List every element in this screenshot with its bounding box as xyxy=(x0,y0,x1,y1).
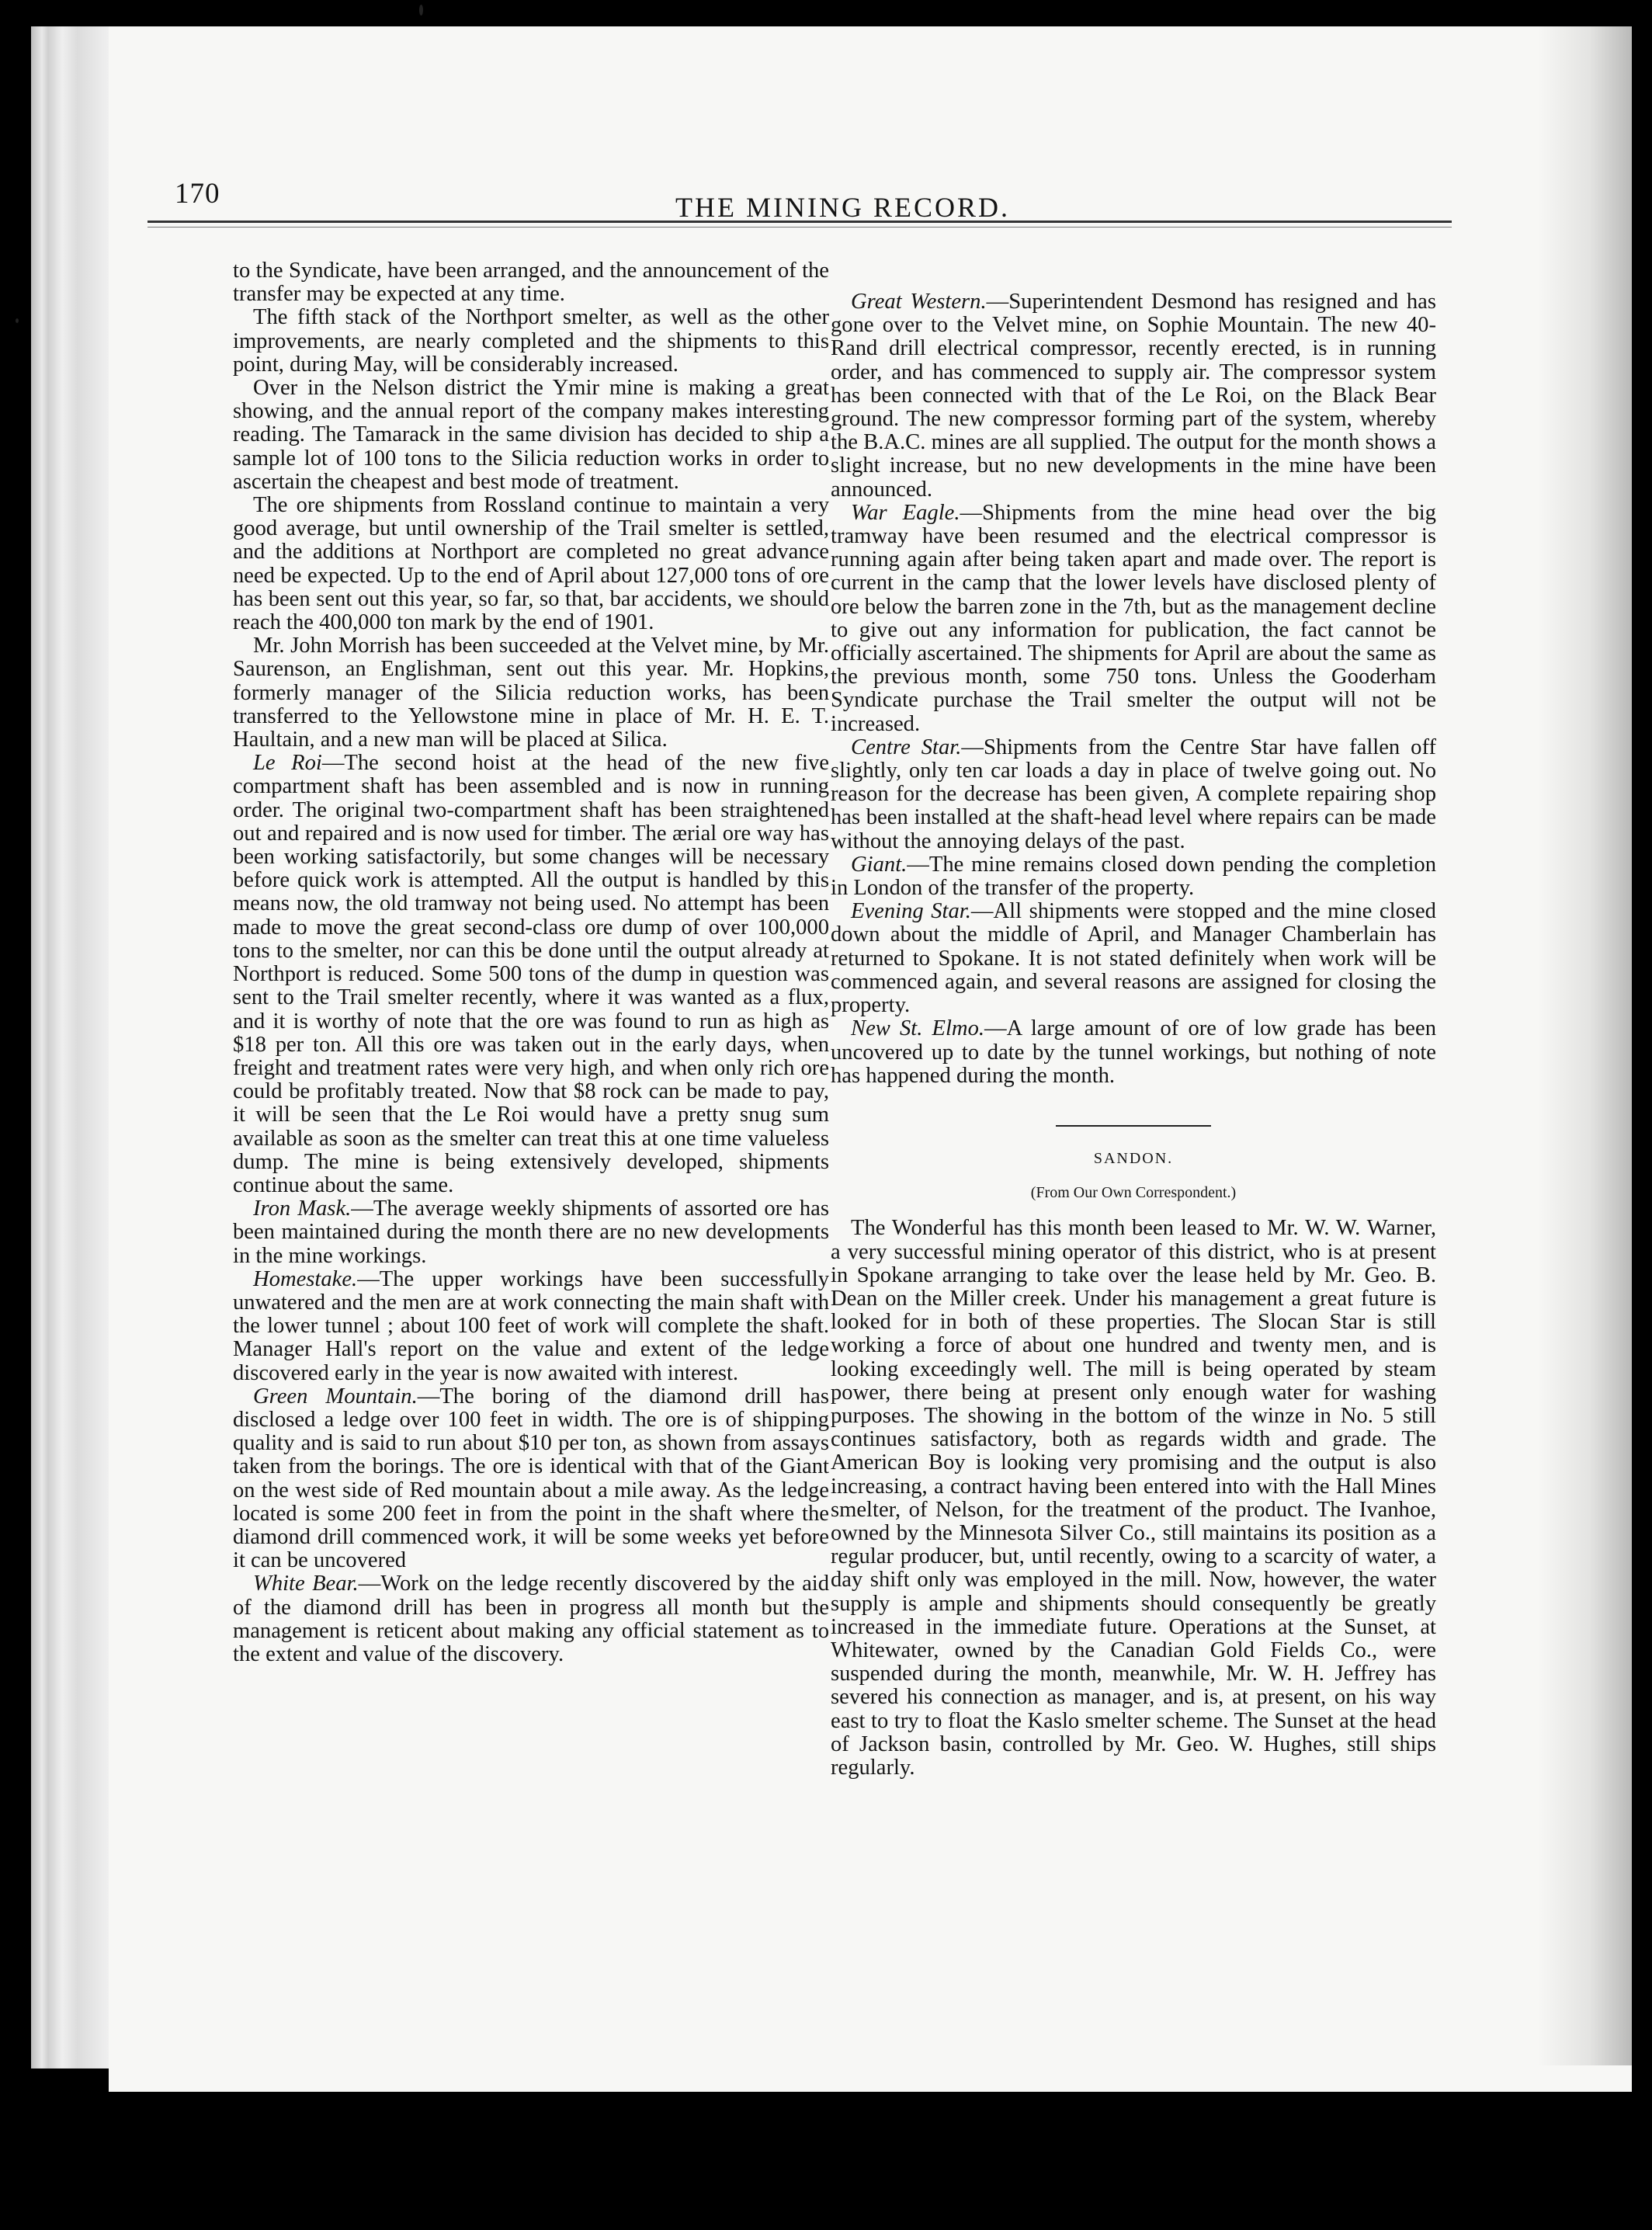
mine-report-paragraph: New St. Elmo.—A large amount of ore of low grade has been uncovered up to date by the tunnel workings, but nothing of note has happened during the month. xyxy=(831,1016,1436,1088)
mine-name: Giant. xyxy=(851,852,908,877)
article-paragraph: to the Syndicate, have been arranged, and the announcement of the transfer may be expected at any time. xyxy=(233,259,829,307)
mine-report-paragraph: Evening Star.—All shipments were stopped and the mine closed down about the middle of April, and Manager Chamberlain has returned to Spokane. It is not stated definitely when work will be commenced again, and several reasons are assigned for closing the property. xyxy=(831,899,1436,1018)
mine-report-paragraph: Homestake.—The upper workings have been successfully unwatered and the men are at work connecting the main shaft with the lower tunnel ; about 100 feet of work will complete the shaft. Manager Hall's report on the value and extent of the ledge discovered early in the year is now awaited with interest. xyxy=(233,1266,829,1385)
header-rule-thin xyxy=(148,227,1452,228)
right-column xyxy=(831,290,1436,1780)
mine-name: New St. Elmo. xyxy=(851,1016,985,1041)
mine-report-paragraph: Le Roi—The second hoist at the head of the new five compartment shaft has been assembled and is now in running order. The original two-compartment shaft has been straightened out and repaired and is now used for timber. The ærial ore way has been working satisfactorily, but some changes will be necessary before quick work is attempted. All the output is handled by this means now, the old tramway not being used. No attempt has been made to move the great second-class ore dump of over 100,000 tons to the smelter, nor can this be done until the output already at Northport is reduced. Some 500 tons of the dump in question was sent to the Trail smelter recently, where it was wanted as a flux, and it is worthy of note that the ore was found to run as high as $18 per ton. All this ore was taken out in the early days, when freight and treatment rates were very high, and when only rich ore could be profitably treated. Now that $8 rock can be made to pay, it will be seen that the Le Roi would have a pretty snug sum available as soon as the smelter can treat this at one time valueless dump. The mine is being extensively developed, shipments continue about the same. xyxy=(233,751,829,1197)
running-title: THE MINING RECORD. xyxy=(675,192,1010,223)
right-gutter-shadow xyxy=(1537,0,1632,2065)
mine-report-paragraph: Green Mountain.—The boring of the diamond drill has disclosed a ledge over 100 feet in width. The ore is of shipping quality and is said to run about $10 per ton, as shown from assays taken from the borings. The ore is identical with that of the Giant on the west side of Red mountain about a mile away. As the ledge located is some 200 feet in from the point in the shaft where the diamond drill commenced work, it will be some weeks yet before it can be uncovered xyxy=(233,1384,829,1573)
article-paragraph: Over in the Nelson district the Ymir mine is making a great showing, and the annual report of the company makes interesting reading. The Tamarack in the same division has decided to ship a sample lot of 100 tons to the Silicia reduction works in order to ascertain the cheapest and best mode of treatment. xyxy=(233,376,829,494)
section-divider xyxy=(1056,1125,1211,1127)
mine-report-paragraph: Giant.—The mine remains closed down pending the completion in London of the transfer of the property. xyxy=(831,852,1436,901)
scan-speck xyxy=(419,5,423,16)
mine-name: White Bear. xyxy=(253,1572,359,1596)
mine-name: Iron Mask. xyxy=(253,1197,352,1221)
mine-report-paragraph: War Eagle.—Shipments from the mine head over the big tramway have been resumed and the electrical compressor is running again after being taken apart and made over. The report is current in the camp that the lower levels have disclosed plenty of ore below the barren zone in the 7th, but as the management decline to give out any information for publication, the fact cannot be officially ascertained. The shipments for April are about the same as the previous month, some 750 tons. Unless the Gooderham Syndicate purchase the Trail smelter the output will not be increased. xyxy=(831,500,1436,736)
section-heading: SANDON. xyxy=(1093,1149,1174,1167)
mine-name: Evening Star. xyxy=(851,899,971,924)
article-paragraph: The ore shipments from Rossland continue to maintain a very good average, but until ownership of the Trail smelter is settled, and the additions at Northport are completed no great advance need be expected. Up to the end of April about 127,000 tons of ore has been sent out this year, so far, so that, bar accidents, we should reach the 400,000 ton mark by the end of 1901. xyxy=(233,493,829,635)
mine-report-paragraph: Great Western.—Superintendent Desmond has resigned and has gone over to the Velvet mine, on Sophie Mountain. The new 40-Rand drill electrical compressor, recently erected, is in running order, and has commenced to supply air. The compressor system has been connected with that of the Le Roi, on the Black Bear ground. The new compressor forming part of the system, whereby the B.A.C. mines are all supplied. The output for the month shows a slight increase, but no new developments in the mine have been announced. xyxy=(831,290,1436,502)
book-page-edges xyxy=(31,26,116,2068)
mine-name: War Eagle. xyxy=(851,500,960,525)
mine-report-paragraph: Iron Mask.—The average weekly shipments of assorted ore has been maintained during the month there are no new developments in the mine workings. xyxy=(233,1197,829,1268)
header-rule xyxy=(148,221,1452,223)
article-paragraph: The Wonderful has this month been leased to Mr. W. W. Warner, a very successful mining operator of this district, who is at present in Spokane arranging to take over the lease held by Mr. Geo. B. Dean on the Miller creek. Under his management a great future is looked for in both of these properties. The Slocan Star is still working a force of about one hundred and twenty men, and is looking exceedingly well. The mill is being operated by steam power, there being at present only enough water for washing purposes. The showing in the bottom of the winze in No. 5 still continues satisfactory, both as regards width and grade. The American Boy is looking very promising and the output is also increasing, a contract having been entered into with the Hall Mines smelter, of Nelson, for the treatment of the product. The Ivanhoe, owned by the Minnesota Silver Co., still maintains its position as a regular producer, but, until recently, owing to a scarcity of water, a day shift only was employed in the mill. Now, however, the water supply is ample and shipments should consequently be greatly increased in the immediate future. Operations at the Sunset, at Whitewater, owned by the Canadian Gold Fields Co., were suspended during the month, meanwhile, Mr. W. H. Jeffrey has severed his connection as manager, and is, at present, on his way east to try to float the Kaslo smelter scheme. The Sunset at the head of Jackson basin, controlled by Mr. Geo. W. Hughes, still ships regularly. xyxy=(831,1216,1436,1780)
mine-name: Le Roi xyxy=(253,751,322,776)
mine-name: Great Western. xyxy=(851,290,987,314)
mine-name: Green Mountain. xyxy=(253,1384,418,1409)
mine-name: Homestake. xyxy=(253,1266,358,1291)
page-number: 170 xyxy=(175,178,220,210)
mine-report-paragraph: White Bear.—Work on the ledge recently discovered by the aid of the diamond drill has been in progress all month but the management is reticent about making any official statement as to the extent and value of the discovery. xyxy=(233,1572,830,1666)
section-subheading: (From Our Own Correspondent.) xyxy=(1030,1184,1237,1202)
article-paragraph: Mr. John Morrish has been succeeded at the Velvet mine, by Mr. Saurenson, an Englishman, sent out this year. Mr. Hopkins, formerly manager of the Silicia reduction works, has been transferred to the Yellowstone mine in place of Mr. H. E. T. Haultain, and a new man will be placed at Silica. xyxy=(233,634,829,752)
article-paragraph: The fifth stack of the Northport smelter, as well as the other improvements, are nearly completed and the shipments to this point, during May, will be considerably increased. xyxy=(233,305,829,377)
mine-name: Centre Star. xyxy=(851,735,962,759)
mine-report-paragraph: Centre Star.—Shipments from the Centre Star have fallen off slightly, only ten car loads a day in place of twelve going out. No reason for the decrease has been given, A complete repairing shop has been installed at the shaft-head level where repairs can be made without the annoying delays of the past. xyxy=(831,735,1436,853)
scan-speck xyxy=(16,318,19,323)
left-column xyxy=(233,259,829,1666)
